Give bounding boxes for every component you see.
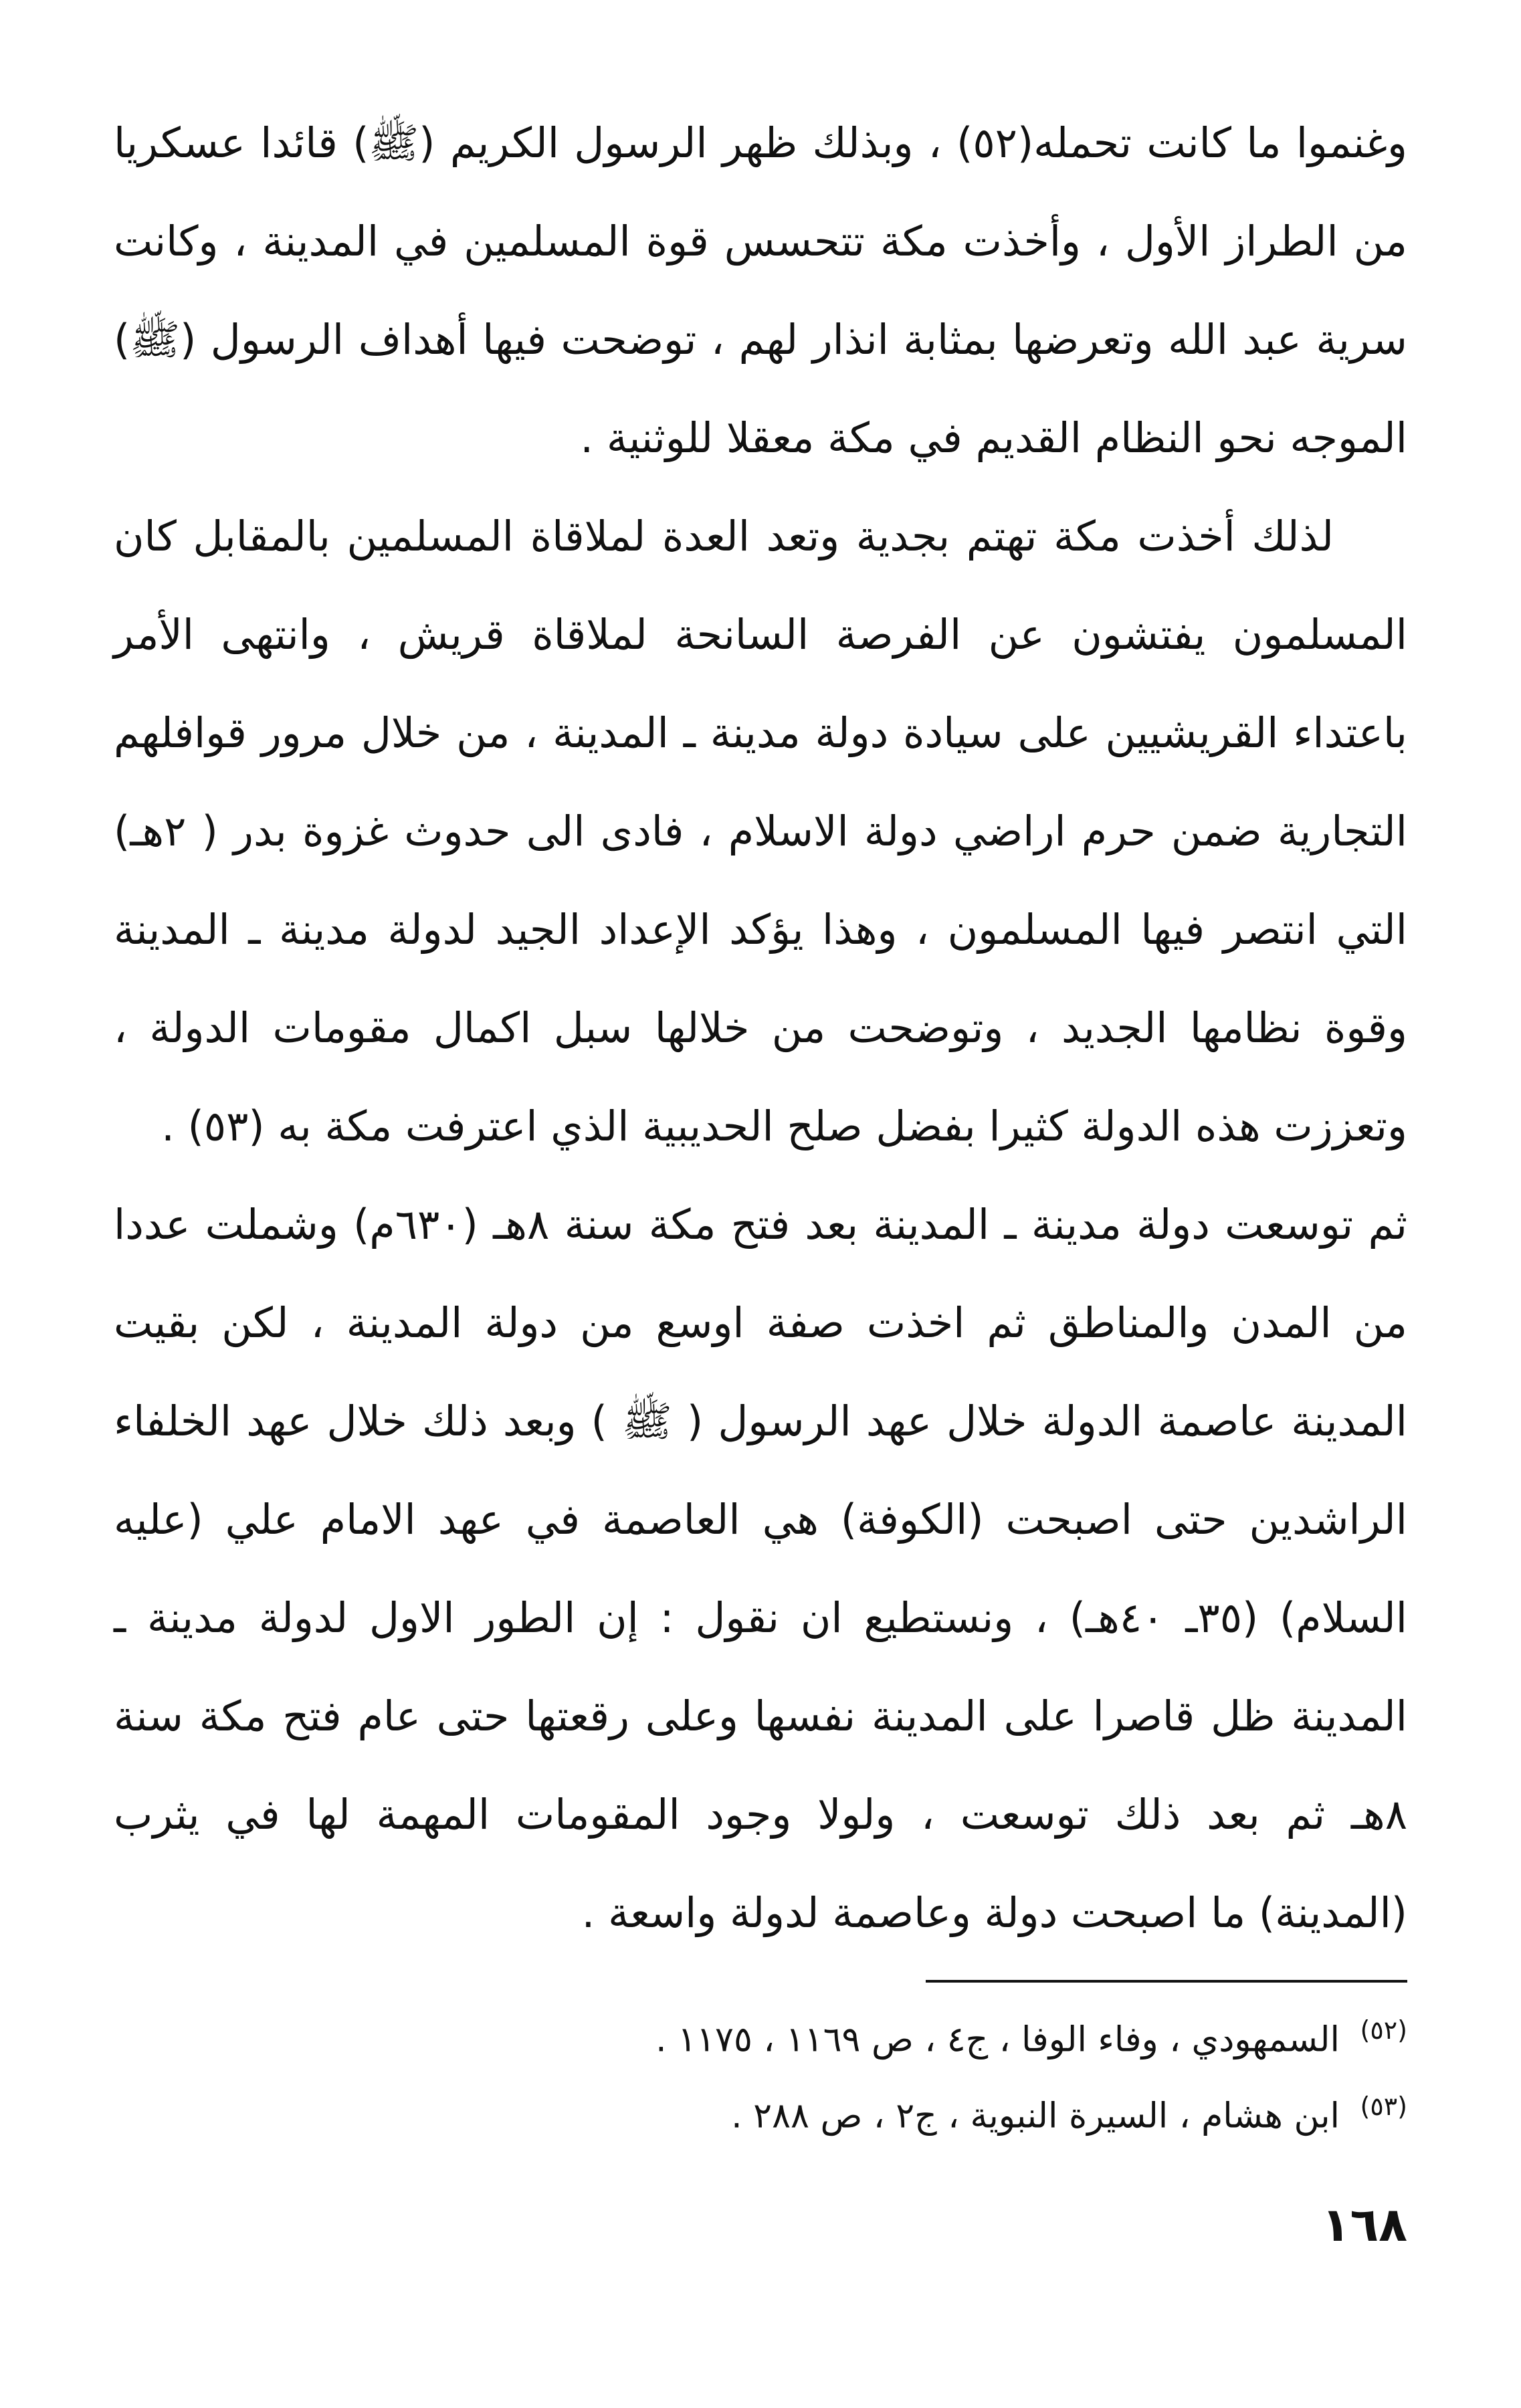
footnote-text: السمهودي ، وفاء الوفا ، ج٤ ، ص ١١٦٩ ، ١١٧٥ .	[655, 2019, 1340, 2060]
paragraph-1: وغنموا ما كانت تحمله(٥٢) ، وبذلك ظهر الرسول الكريم (ﷺ) قائدا عسكريا من الطراز الأول ، وأخذت مكة تتحسس قوة المسلمين في المدينة ، وكانت سرية عبد الله وتعرضها بمثابة انذار لهم ، توضحت فيها أهداف الرسول (ﷺ) الموجه نحو النظام القديم في مكة معقلا للوثنية .	[114, 118, 1407, 462]
main-text	[114, 94, 1407, 1962]
footnotes	[114, 1997, 1407, 2150]
footnote-marker: (٥٢)	[1360, 2015, 1407, 2045]
footnote-52	[114, 1997, 1407, 2073]
footnote-separator	[926, 1980, 1407, 1983]
footnote-53	[114, 2073, 1407, 2149]
footnote-marker: (٥٣)	[1360, 2092, 1407, 2122]
footnote-text: ابن هشام ، السيرة النبوية ، ج٢ ، ص ٢٨٨ .	[731, 2096, 1340, 2136]
paragraph-3: ثم توسعت دولة مدينة ـ المدينة بعد فتح مكة سنة ٨هـ (٦٣٠م) وشملت عددا من المدن والمناطق ثم اخذت صفة اوسع من دولة المدينة ، لكن بقيت المدينة عاصمة الدولة خلال عهد الرسول ( ﷺ ) وبعد ذلك خلال عهد الخلفاء الراشدين حتى اصبحت (الكوفة) هي العاصمة في عهد الامام علي (عليه السلام) (٣٥ـ ٤٠هـ) ، ونستطيع ان نقول : إن الطور الاول لدولة مدينة ـ المدينة ظل قاصرا على المدينة نفسها وعلى رقعتها حتى عام فتح مكة سنة ٨هـ ثم بعد ذلك توسعت ، ولولا وجود المقومات المهمة لها في يثرب (المدينة) ما اصبحت دولة وعاصمة لدولة واسعة .	[114, 1200, 1407, 1937]
page-number: ١٦٨	[1321, 2197, 1407, 2252]
paragraph-2: لذلك أخذت مكة تهتم بجدية وتعد العدة لملاقاة المسلمين بالمقابل كان المسلمون يفتشون عن الفرصة السانحة لملاقاة قريش ، وانتهى الأمر باعتداء القريشيين على سيادة دولة مدينة ـ المدينة ، من خلال مرور قوافلهم التجارية ضمن حرم اراضي دولة الاسلام ، فادى الى حدوث غزوة بدر ( ٢هـ) التي انتصر فيها المسلمون ، وهذا يؤكد الإعداد الجيد لدولة مدينة ـ المدينة وقوة نظامها الجديد ، وتوضحت من خلالها سبل اكمال مقومات الدولة ، وتعززت هذه الدولة كثيرا بفضل صلح الحديبية الذي اعترفت مكة به (٥٣) .	[114, 512, 1407, 1150]
